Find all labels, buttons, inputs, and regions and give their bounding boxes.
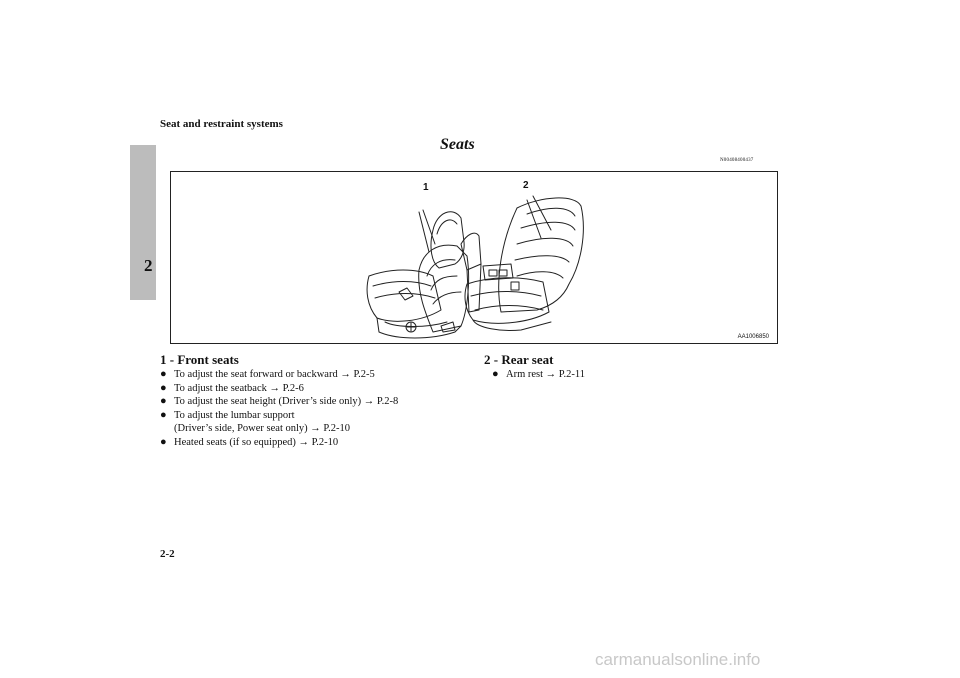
bullet-icon: ● bbox=[160, 435, 167, 448]
section-header: Seat and restraint systems bbox=[160, 118, 283, 130]
list-item bbox=[160, 409, 460, 436]
list-item-text: Arm rest → P.2-11 bbox=[506, 369, 585, 380]
rear-seat-heading: 2 - Rear seat bbox=[484, 352, 554, 367]
list-item bbox=[492, 368, 764, 382]
list-item-text: To adjust the seatback → P.2-6 bbox=[174, 382, 304, 394]
list-item-text: To adjust the seat forward or backward → P.2-5 bbox=[174, 369, 375, 380]
rear-seat-drawing bbox=[465, 196, 583, 331]
watermark: carmanualsonline.info bbox=[595, 650, 761, 669]
front-seats-heading: 1 - Front seats bbox=[160, 352, 239, 367]
chapter-tab bbox=[130, 145, 156, 300]
list-item bbox=[160, 382, 460, 396]
callout-2: 2 bbox=[523, 180, 529, 191]
callout-1: 1 bbox=[423, 182, 429, 193]
list-item-text: Heated seats (if so equipped) → P.2-10 bbox=[174, 436, 339, 448]
rear-seat-section bbox=[484, 352, 764, 382]
page-number: 2-2 bbox=[160, 548, 175, 560]
list-item-text: To adjust the lumbar support bbox=[174, 409, 295, 421]
front-seats-list bbox=[160, 368, 460, 449]
page-title: Seats bbox=[440, 136, 475, 153]
front-seats-section bbox=[160, 352, 460, 449]
list-item-text-continued: (Driver’s side, Power seat only) → P.2-10 bbox=[174, 423, 350, 434]
list-item bbox=[160, 395, 460, 409]
chapter-number: 2 bbox=[144, 256, 153, 275]
bullet-icon: ● bbox=[160, 395, 167, 407]
list-item-text: To adjust the seat height (Driver’s side only) → P.2-8 bbox=[174, 396, 399, 407]
list-item bbox=[160, 368, 460, 382]
figure-code: AA1006850 bbox=[737, 334, 769, 340]
seats-illustration bbox=[171, 172, 779, 345]
rear-seat-list bbox=[492, 368, 764, 382]
bullet-icon: ● bbox=[492, 368, 499, 380]
seats-figure bbox=[170, 171, 778, 344]
bullet-icon: ● bbox=[160, 408, 167, 421]
front-seat-drawing bbox=[367, 210, 481, 338]
bullet-icon: ● bbox=[160, 368, 167, 380]
list-item bbox=[160, 436, 460, 450]
bullet-icon: ● bbox=[160, 381, 167, 394]
document-code: N00408400437 bbox=[720, 158, 754, 163]
